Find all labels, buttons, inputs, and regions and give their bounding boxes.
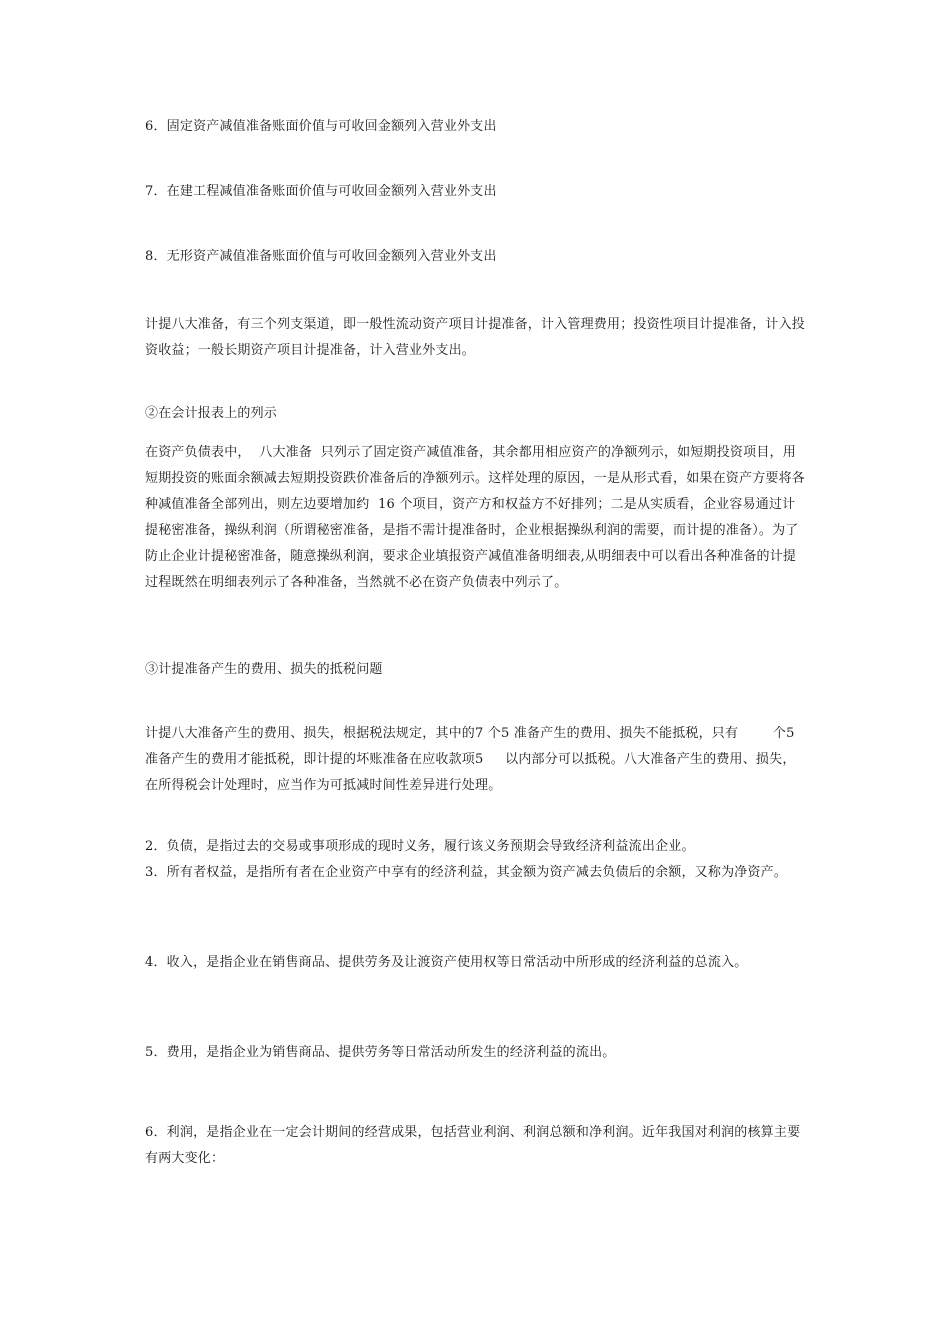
paragraph-item-6-fixed-assets: 6．固定资产减值准备账面价值与可收回金额列入营业外支出 <box>145 119 497 134</box>
paragraph-liabilities-equity: 2．负债，是指过去的交易或事项形成的现时义务，履行该义务预期会导致经济利益流出企业。 3．所有者权益，是指所有者在企业资产中享有的经济利益，其金额为资产减去负债后的余额，又称为净资产。 <box>145 839 788 880</box>
section-heading-statement-presentation: ②在会计报表上的列示 <box>145 406 278 421</box>
paragraph-item-7-construction: 7．在建工程减值准备账面价值与可收回金额列入营业外支出 <box>145 184 497 199</box>
paragraph-revenue: 4．收入，是指企业在销售商品、提供劳务及让渡资产使用权等日常活动中所形成的经济利益的总流入。 <box>145 955 748 970</box>
paragraph-profit: 6．利润，是指企业在一定会计期间的经营成果，包括营业利润、利润总额和净利润。近年我国对利润的核算主要有两大变化： <box>145 1125 801 1166</box>
paragraph-tax-deduction: 计提八大准备产生的费用、损失，根据税法规定，其中的7 个5 准备产生的费用、损失不能抵税，只有 个5准备产生的费用才能抵税，即计提的坏账准备在应收款项5 以内部分可以抵税。八大准备产生的费用、损失，在所得税会计处理时，应当作为可抵减时间性差异进行处理。 <box>145 726 796 793</box>
paragraph-item-8-intangible: 8．无形资产减值准备账面价值与可收回金额列入营业外支出 <box>145 249 497 264</box>
paragraph-expenses: 5．费用，是指企业为销售商品、提供劳务等日常活动所发生的经济利益的流出。 <box>145 1045 616 1060</box>
section-heading-tax-deduction: ③计提准备产生的费用、损失的抵税问题 <box>145 662 383 677</box>
paragraph-balance-sheet-presentation: 在资产负债表中， 八大准备 只列示了固定资产减值准备，其余都用相应资产的净额列示，如短期投资项目，用短期投资的账面余额减去短期投资跌价准备后的净额列示。这样处理的原因，一是从形式看，如果在资产方要将各种减值准备全部列出，则左边要增加约 16 个项目，资产方和权益方不好排列；二是从实质看，企业容易通过计提秘密准备，操纵利润（所谓秘密准备，是指不需计提准备时，企业根据操纵利润的需要，而计提的准备）。为了防止企业计提秘密准备，随意操纵利润，要求企业填报资产减值准备明细表,从明细表中可以看出各种准备的计提过程既然在明细表列示了各种准备，当然就不必在资产负债表中列示了。 <box>145 445 806 590</box>
paragraph-eight-provisions-summary: 计提八大准备，有三个列支渠道，即一般性流动资产项目计提准备，计入管理费用；投资性项目计提准备，计入投资收益；一般长期资产项目计提准备，计入营业外支出。 <box>145 317 806 358</box>
